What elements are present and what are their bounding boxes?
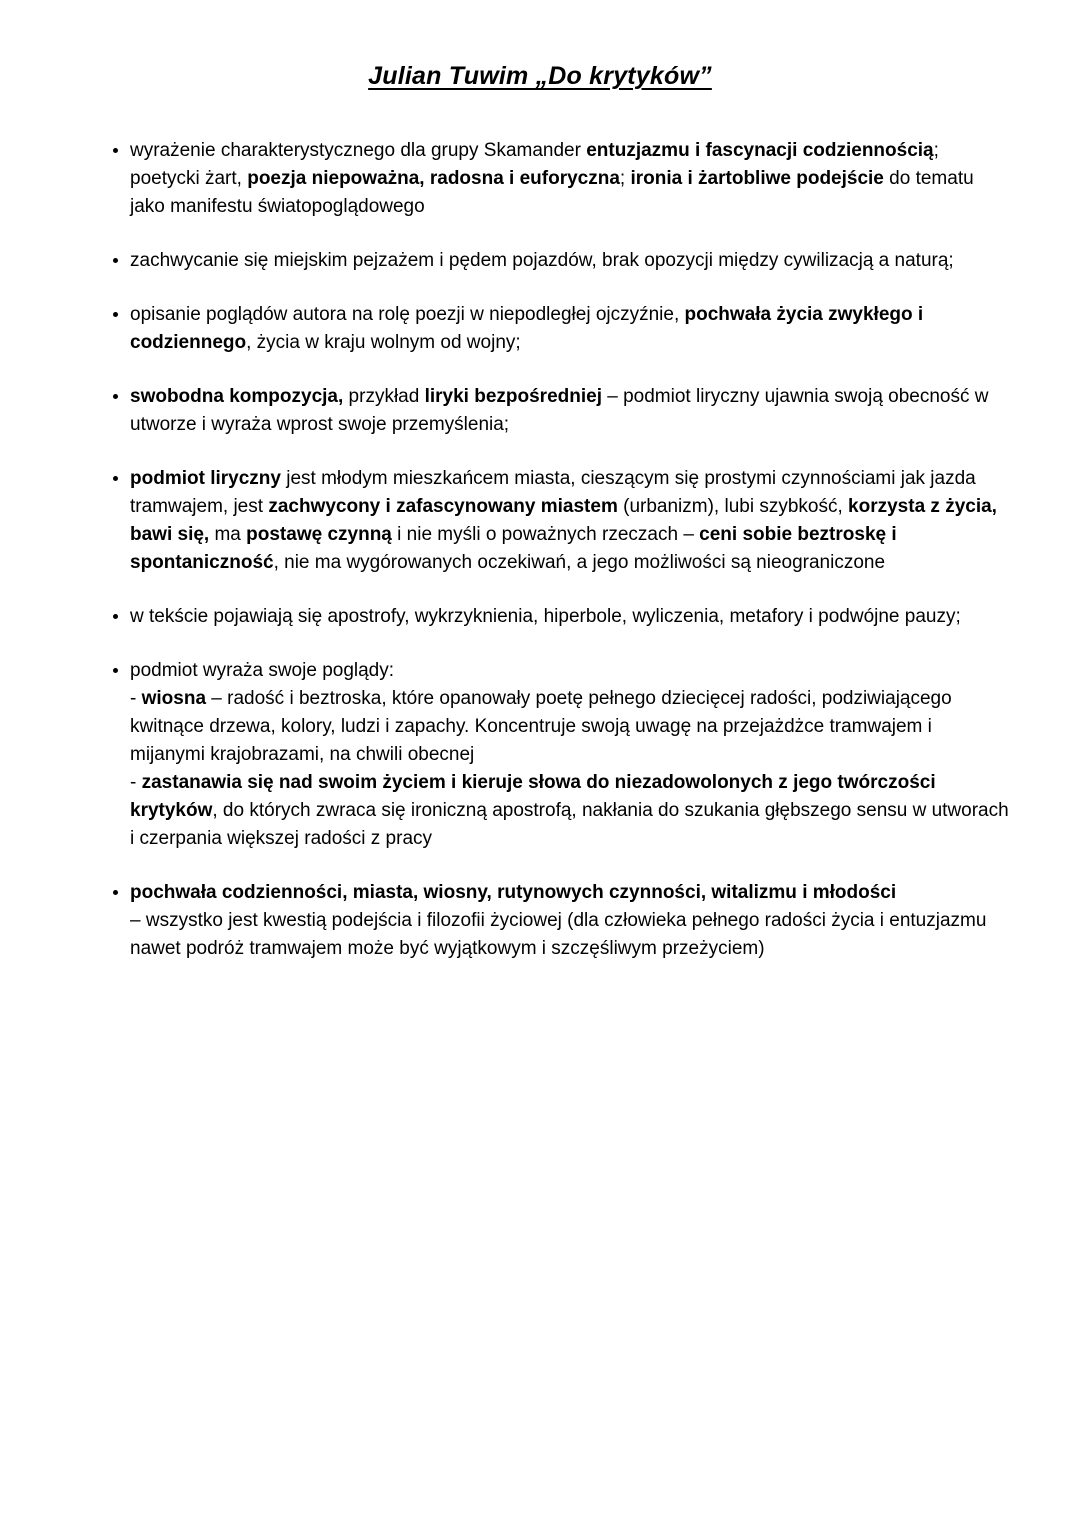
- bullet-item: [130, 657, 1014, 853]
- text-segment: ; poetycki żart,: [130, 140, 945, 189]
- bold-text-segment: zastanawia się nad swoim życiem i kieruje słowa do niezadowolonych z jego twórczości krytyków: [130, 772, 941, 821]
- bold-text-segment: swobodna kompozycja,: [130, 386, 344, 407]
- text-segment: – radość i beztroska, które opanowały poetę pełnego dziecięcej radości, podziwiającego kwitnące drzewa, kolory, ludzi i zapachy. Koncentruje swoją uwagę na przejażdżce tramwajem i mijanymi krajobrazami, na chwili obecnej -: [130, 688, 952, 793]
- text-segment: ma: [209, 524, 247, 545]
- bold-text-segment: zachwycony i zafascynowany miastem: [268, 496, 618, 517]
- bold-text-segment: postawę czynną: [246, 524, 392, 545]
- text-segment: wyrażenie charakterystycznego dla grupy Skamander: [130, 140, 587, 161]
- text-segment: ;: [619, 168, 631, 189]
- bold-text-segment: podmiot liryczny: [130, 468, 281, 489]
- bullet-item: [130, 603, 1010, 631]
- bold-text-segment: ironia i żartobliwe podejście: [630, 168, 884, 189]
- text-segment: przykład: [343, 386, 425, 407]
- text-segment: (urbanizm), lubi szybkość,: [617, 496, 849, 517]
- bullet-item: [130, 879, 1010, 963]
- bold-text-segment: liryki bezpośredniej: [424, 386, 602, 407]
- text-segment: w tekście pojawiają się apostrofy, wykrzyknienia, hiperbole, wyliczenia, metafory i podwójne pauzy;: [130, 606, 961, 627]
- text-segment: zachwycanie się miejskim pejzażem i pędem pojazdów, brak opozycji między cywilizacją a naturą;: [130, 250, 954, 271]
- bold-text-segment: entuzjazmu i fascynacji codziennością: [586, 140, 934, 161]
- bullet-list: [70, 137, 1014, 963]
- text-segment: i nie myśli o poważnych rzeczach –: [391, 524, 700, 545]
- bullet-item: [130, 247, 1010, 275]
- text-segment: , życia w kraju wolnym od wojny;: [246, 332, 521, 353]
- text-segment: , nie ma wygórowanych oczekiwań, a jego możliwości są nieograniczone: [273, 552, 886, 573]
- text-segment: , do których zwraca się ironiczną apostrofą, nakłania do szukania głębszego sensu w utworach i czerpania większej radości z pracy: [130, 800, 1014, 849]
- text-segment: podmiot wyraża swoje poglądy: -: [130, 660, 395, 709]
- page-title: Julian Tuwim „Do krytyków”: [368, 62, 712, 90]
- bold-text-segment: korzysta z życia, bawi się,: [130, 496, 1003, 545]
- text-segment: opisanie poglądów autora na rolę poezji w niepodległej ojczyźnie,: [130, 304, 685, 325]
- bullet-item: [130, 137, 1010, 221]
- bullet-item: [130, 301, 1010, 357]
- bold-text-segment: pochwała życia zwykłego i codziennego: [130, 304, 929, 353]
- text-segment: jest młodym mieszkańcem miasta, cieszącym się prostymi czynnościami jak jazda tramwajem, jest: [130, 468, 982, 517]
- bold-text-segment: ceni sobie beztroskę i spontaniczność: [130, 524, 902, 573]
- text-segment: – wszystko jest kwestią podejścia i filozofii życiowej (dla człowieka pełnego radości życia i entuzjazmu nawet podróż tramwajem może być wyjątkowym i szczęśliwym przeżyciem): [130, 910, 987, 959]
- bold-text-segment: poezja niepoważna, radosna i euforyczna: [247, 168, 620, 189]
- text-segment: do tematu jako manifestu światopoglądowego: [130, 168, 979, 217]
- bullet-item: [130, 383, 1010, 439]
- text-segment: – podmiot liryczny ujawnia swoją obecność w utworze i wyraża wprost swoje przemyślenia;: [130, 386, 994, 435]
- bold-text-segment: wiosna: [141, 688, 207, 709]
- bullet-item: [130, 465, 1010, 577]
- bold-text-segment: pochwała codzienności, miasta, wiosny, rutynowych czynności, witalizmu i młodości: [130, 882, 897, 903]
